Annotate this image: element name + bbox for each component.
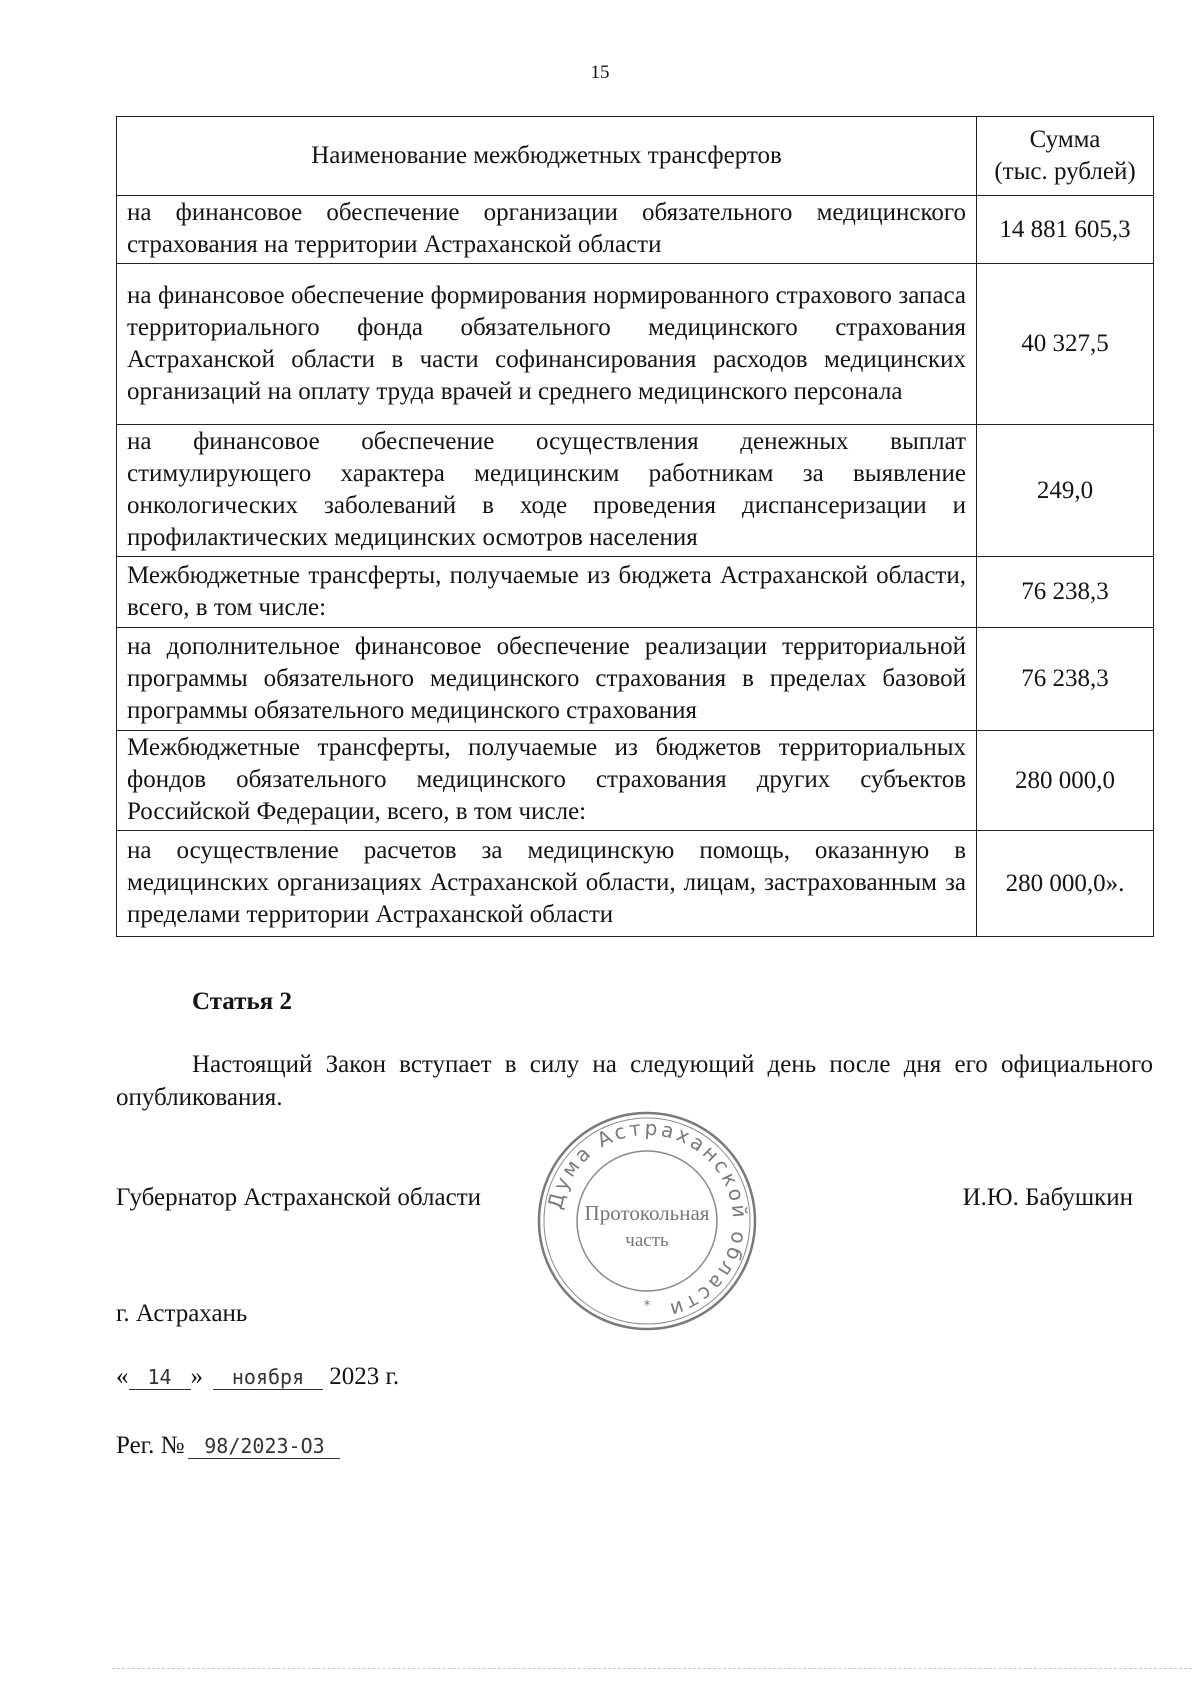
row-name: Межбюджетные трансферты, получаемые из бюджетов территориальных фондов обязательного медицинского страхования других субъектов Российской Федерации, всего, в том числе: bbox=[117, 731, 977, 831]
seal-stamp bbox=[534, 1108, 760, 1334]
signatory-name: И.Ю. Бабушкин bbox=[962, 1184, 1133, 1211]
stamp-center-line1: Протокольная bbox=[584, 1201, 710, 1225]
row-sum: 76 238,3 bbox=[977, 628, 1154, 731]
stamp-center-line2: часть bbox=[625, 1230, 669, 1251]
table-row bbox=[117, 731, 1154, 831]
row-sum: 280 000,0 bbox=[977, 731, 1154, 831]
stamp-ring-text: Дума Астраханской области bbox=[542, 1115, 753, 1324]
header-sum-line2: (тыс. рублей) bbox=[994, 158, 1136, 185]
row-sum: 40 327,5 bbox=[977, 264, 1154, 425]
table-row bbox=[117, 557, 1154, 628]
page-number: 15 bbox=[590, 62, 610, 83]
table-row bbox=[117, 425, 1154, 557]
row-name: на финансовое обеспечение организации обязательного медицинского страхования на территории Астраханской области bbox=[117, 196, 977, 264]
row-sum: 249,0 bbox=[977, 425, 1154, 557]
table-row bbox=[117, 196, 1154, 264]
table-row bbox=[117, 264, 1154, 425]
registration-label: Рег. № bbox=[116, 1432, 185, 1459]
date-month: ноября bbox=[213, 1365, 323, 1390]
article-title: Статья 2 bbox=[192, 988, 292, 1015]
table-header-row bbox=[117, 117, 1154, 196]
row-name: на финансовое обеспечение формирования нормированного страхового запаса территориального фонда обязательного медицинского страхования Астраханской области в части софинансирования расходов медицинских организаций на оплату труда врачей и среднего медицинского персонала bbox=[117, 264, 977, 425]
date-open-quote: « bbox=[116, 1363, 129, 1390]
row-sum: 14 881 605,3 bbox=[977, 196, 1154, 264]
row-name: на осуществление расчетов за медицинскую помощь, оказанную в медицинских организациях Астраханской области, лицам, застрахованным за пределами территории Астраханской области bbox=[117, 831, 977, 937]
transfers-table bbox=[116, 116, 1154, 937]
signatory-position: Губернатор Астраханской области bbox=[116, 1184, 482, 1211]
law-date bbox=[116, 1363, 399, 1391]
table-row bbox=[117, 628, 1154, 731]
registration bbox=[116, 1432, 340, 1460]
date-close-quote: » bbox=[190, 1363, 203, 1390]
city: г. Астрахань bbox=[116, 1300, 248, 1327]
table-row bbox=[117, 831, 1154, 937]
row-name: Межбюджетные трансферты, получаемые из бюджета Астраханской области, всего, в том числе: bbox=[117, 557, 977, 628]
registration-number: 98/2023-ОЗ bbox=[188, 1434, 340, 1459]
date-day: 14 bbox=[129, 1365, 191, 1390]
date-year: 2023 г. bbox=[329, 1363, 400, 1390]
scan-edge-line bbox=[112, 1668, 1192, 1669]
header-sum bbox=[977, 117, 1154, 196]
header-name: Наименование межбюджетных трансфертов bbox=[117, 117, 977, 196]
row-name: на финансовое обеспечение осуществления денежных выплат стимулирующего характера медицинским работникам за выявление онкологических заболеваний в ходе проведения диспансеризации и профилактических медицинских осмотров населения bbox=[117, 425, 977, 557]
article-text: Настоящий Закон вступает в силу на следующий день после дня его официального опубликования. bbox=[116, 1051, 1153, 1111]
row-sum: 76 238,3 bbox=[977, 557, 1154, 628]
row-name: на дополнительное финансовое обеспечение реализации территориальной программы обязательного медицинского страхования в пределах базовой программы обязательного медицинского страхования bbox=[117, 628, 977, 731]
header-sum-line1: Сумма bbox=[1029, 126, 1101, 153]
stamp-star-icon: * bbox=[643, 1298, 651, 1314]
row-sum: 280 000,0». bbox=[977, 831, 1154, 937]
